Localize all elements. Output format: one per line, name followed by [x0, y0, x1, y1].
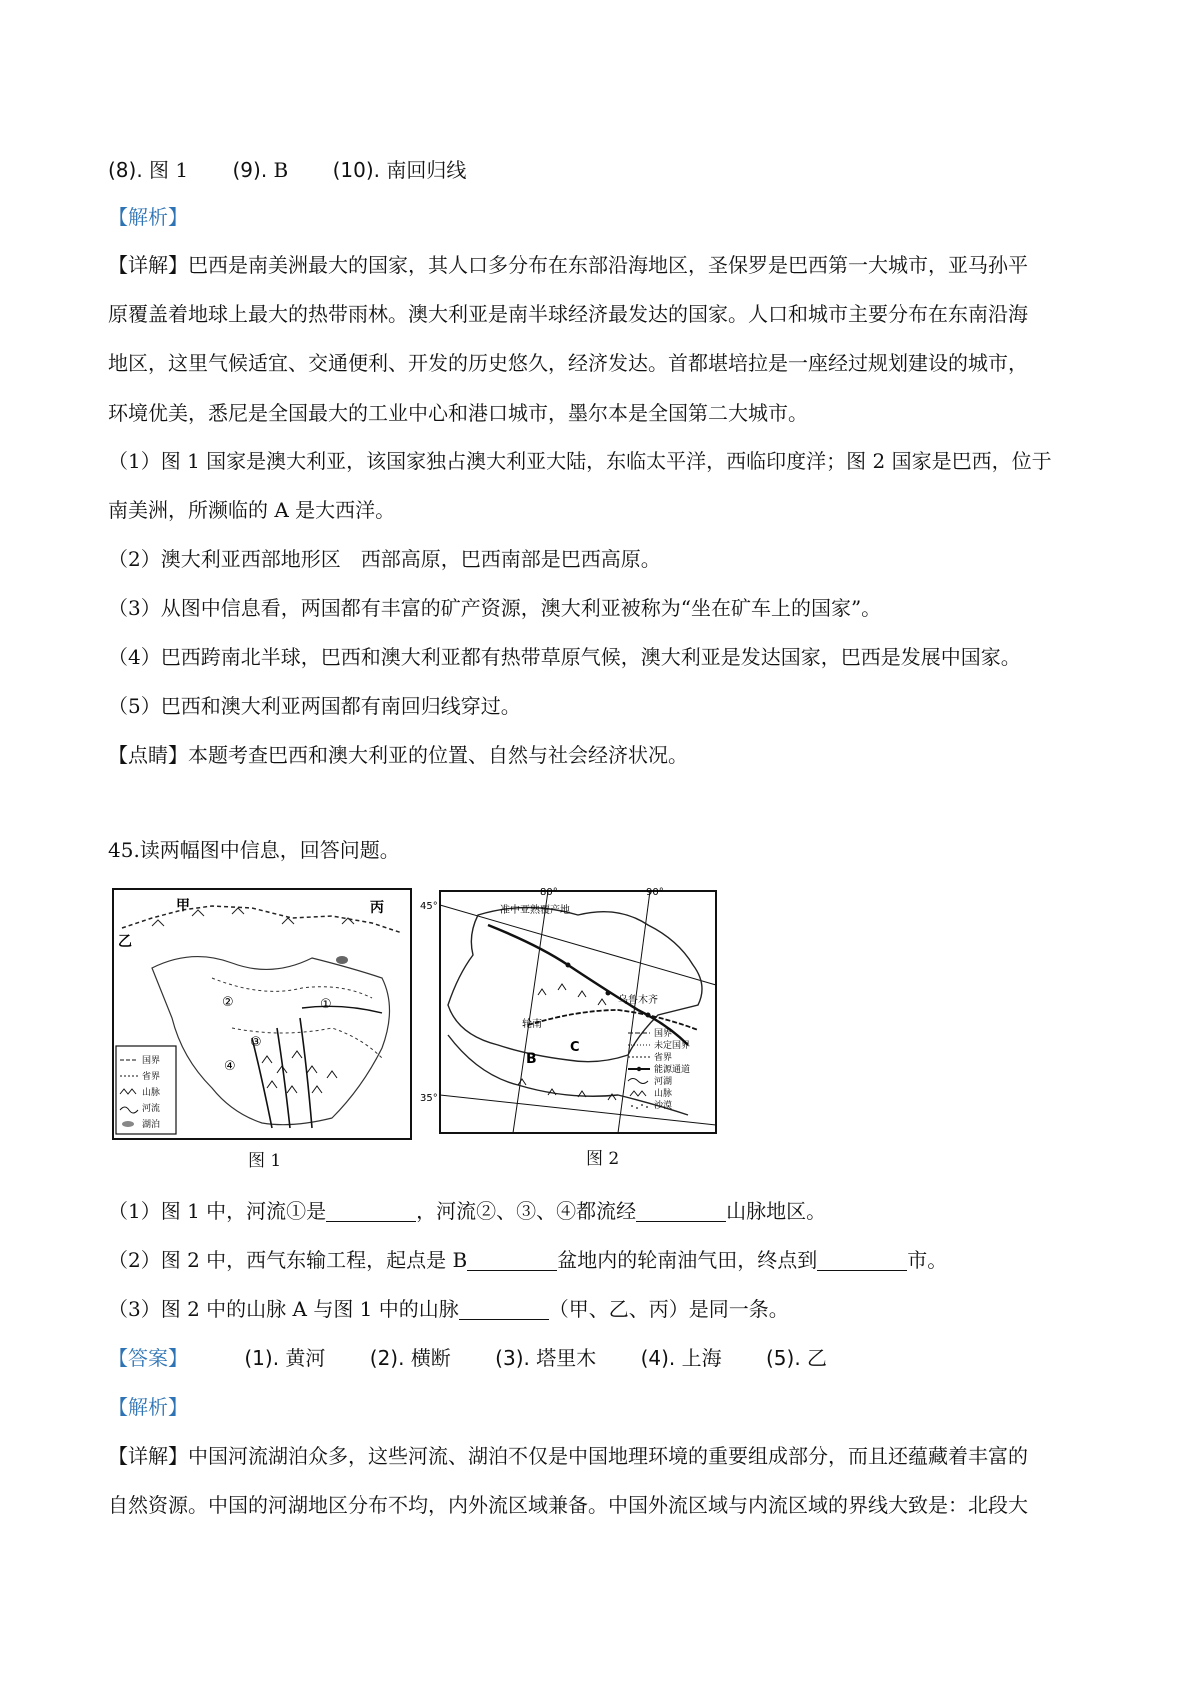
- answer-8-number: (8).: [108, 158, 143, 182]
- legend-shanmai: 山脉: [142, 1088, 161, 1098]
- legend-heliu: 河流: [142, 1104, 161, 1114]
- legend-guojie: 国界: [142, 1056, 161, 1066]
- analysis-label: 【解析】: [108, 205, 188, 229]
- answer-9-number: (9).: [232, 158, 268, 182]
- question-1-part-b: ，河流②、③、④都流经: [416, 1199, 637, 1223]
- label-river-2: ②: [222, 995, 234, 1010]
- question-2: [108, 1248, 947, 1272]
- legend-shengjie-2: 省界: [654, 1053, 673, 1063]
- detail-paragraph-line: 环境优美，悉尼是全国最大的工业中心和港口城市，墨尔本是全国第二大城市。: [108, 401, 808, 425]
- answer-10-number: (10).: [332, 158, 381, 182]
- lat-35: 35°: [420, 1093, 438, 1104]
- question-2-part-b: 盆地内的轮南油气田，终点到: [557, 1248, 818, 1272]
- comment-line: 【点睛】本题考查巴西和澳大利亚的位置、自然与社会经济状况。: [108, 743, 688, 767]
- label-lunnan: 轮南: [522, 1019, 542, 1030]
- figure-1-caption: 图 1: [248, 1151, 282, 1171]
- answer-4-text: 上海: [681, 1346, 722, 1370]
- answer-1-number: (1).: [244, 1346, 280, 1370]
- figure-2-map: [418, 885, 720, 1137]
- legend-hehu: 河湖: [654, 1077, 673, 1087]
- detail-2-line: 【详解】中国河流湖泊众多，这些河流、湖泊不仅是中国地理环境的重要组成部分，而且还蕴藏着丰富的: [108, 1444, 1028, 1468]
- point-line: （4）巴西跨南北半球，巴西和澳大利亚都有热带草原气候，澳大利亚是发达国家，巴西是发展中国家。: [108, 645, 1021, 669]
- question-3-part-a: （3）图 2 中的山脉 A 与图 1 中的山脉: [108, 1297, 459, 1321]
- point-line: （2）澳大利亚西部地形区 西部高原，巴西南部是巴西高原。: [108, 547, 661, 571]
- answer-3-text: 塔里木: [536, 1346, 597, 1370]
- question-3-part-b: （甲、乙、丙）是同一条。: [548, 1297, 789, 1321]
- blank-4[interactable]: [817, 1250, 907, 1271]
- legend-weiding: 未定国界: [654, 1041, 691, 1051]
- lat-45: 45°: [420, 901, 438, 912]
- label-bing: 丙: [370, 900, 384, 916]
- lon-80: 80°: [540, 887, 558, 898]
- label-river-3: ③: [250, 1035, 262, 1050]
- question-1-part-c: 山脉地区。: [726, 1199, 827, 1223]
- point-line: （3）从图中信息看，两国都有丰富的矿产资源，澳大利亚被称为“坐在矿车上的国家”。: [108, 596, 882, 620]
- blank-1[interactable]: [326, 1201, 416, 1222]
- question-2-part-a: （2）图 2 中，西气东输工程，起点是 B: [108, 1248, 468, 1272]
- answer-8-text: 图 1: [149, 158, 189, 182]
- point-line: （5）巴西和澳大利亚两国都有南回归线穿过。: [108, 694, 521, 718]
- answers-8-10: [108, 158, 466, 182]
- label-dzg: 准中亚熟覆产地: [500, 905, 570, 916]
- answer-label: 【答案】: [108, 1346, 188, 1370]
- point-line: （1）图 1 国家是澳大利亚，该国家独占澳大利亚大陆，东临太平洋，西临印度洋；图 2 国家是巴西，位于: [108, 449, 1052, 473]
- figure-1-map: [112, 888, 412, 1140]
- answer-line: [108, 1346, 827, 1370]
- answer-9-text: B: [273, 158, 289, 182]
- detail-2-line: 自然资源。中国的河湖地区分布不均，内外流区域兼备。中国外流区域与内流区域的界线大致是：北段大: [108, 1493, 1028, 1517]
- label-b: B: [526, 1051, 537, 1067]
- figure-2-caption: 图 2: [586, 1149, 620, 1169]
- answer-2-text: 横断: [410, 1346, 451, 1370]
- label-river-1: ①: [320, 997, 332, 1012]
- lon-90: 90°: [646, 887, 664, 898]
- answer-5-text: 乙: [807, 1346, 828, 1370]
- question-2-part-c: 市。: [907, 1248, 948, 1272]
- label-c: C: [570, 1040, 580, 1055]
- legend-shanmai-2: 山脉: [654, 1089, 673, 1099]
- detail-paragraph-line: 原覆盖着地球上最大的热带雨林。澳大利亚是南半球经济最发达的国家。人口和城市主要分布在东南沿海: [108, 302, 1028, 326]
- answer-10-text: 南回归线: [386, 158, 467, 182]
- answer-5-number: (5).: [765, 1346, 801, 1370]
- answer-2-number: (2).: [369, 1346, 405, 1370]
- detail-paragraph-line: 【详解】巴西是南美洲最大的国家，其人口多分布在东部沿海地区，圣保罗是巴西第一大城市，亚马孙平: [108, 253, 1028, 277]
- legend-shamo: 沙漠: [654, 1101, 673, 1111]
- answer-4-number: (4).: [640, 1346, 676, 1370]
- question-1-part-a: （1）图 1 中，河流①是: [108, 1199, 327, 1223]
- analysis-label-2: 【解析】: [108, 1395, 188, 1419]
- point-line: 南美洲，所濒临的 A 是大西洋。: [108, 498, 396, 522]
- answer-3-number: (3).: [495, 1346, 530, 1370]
- legend-guojie-2: 国界: [654, 1029, 673, 1039]
- detail-paragraph-line: 地区，这里气候适宜、交通便利、开发的历史悠久，经济发达。首都堪培拉是一座经过规划建设的城市，: [108, 351, 1028, 375]
- label-yi: 乙: [118, 934, 132, 950]
- question-45-title: 45.读两幅图中信息，回答问题。: [108, 838, 400, 862]
- question-1: [108, 1199, 826, 1223]
- label-river-4: ④: [224, 1059, 236, 1074]
- question-3: [108, 1297, 789, 1321]
- blank-3[interactable]: [467, 1250, 557, 1271]
- blank-2[interactable]: [636, 1201, 726, 1222]
- answer-1-text: 黄河: [285, 1346, 326, 1370]
- label-urumqi: 乌鲁木齐: [618, 995, 658, 1006]
- legend-nengyuan: 能源通道: [654, 1065, 691, 1075]
- label-jia: 甲: [176, 898, 190, 914]
- blank-5[interactable]: [459, 1299, 549, 1320]
- legend-shengjie: 省界: [142, 1072, 161, 1082]
- legend-hupo: 湖泊: [142, 1120, 161, 1130]
